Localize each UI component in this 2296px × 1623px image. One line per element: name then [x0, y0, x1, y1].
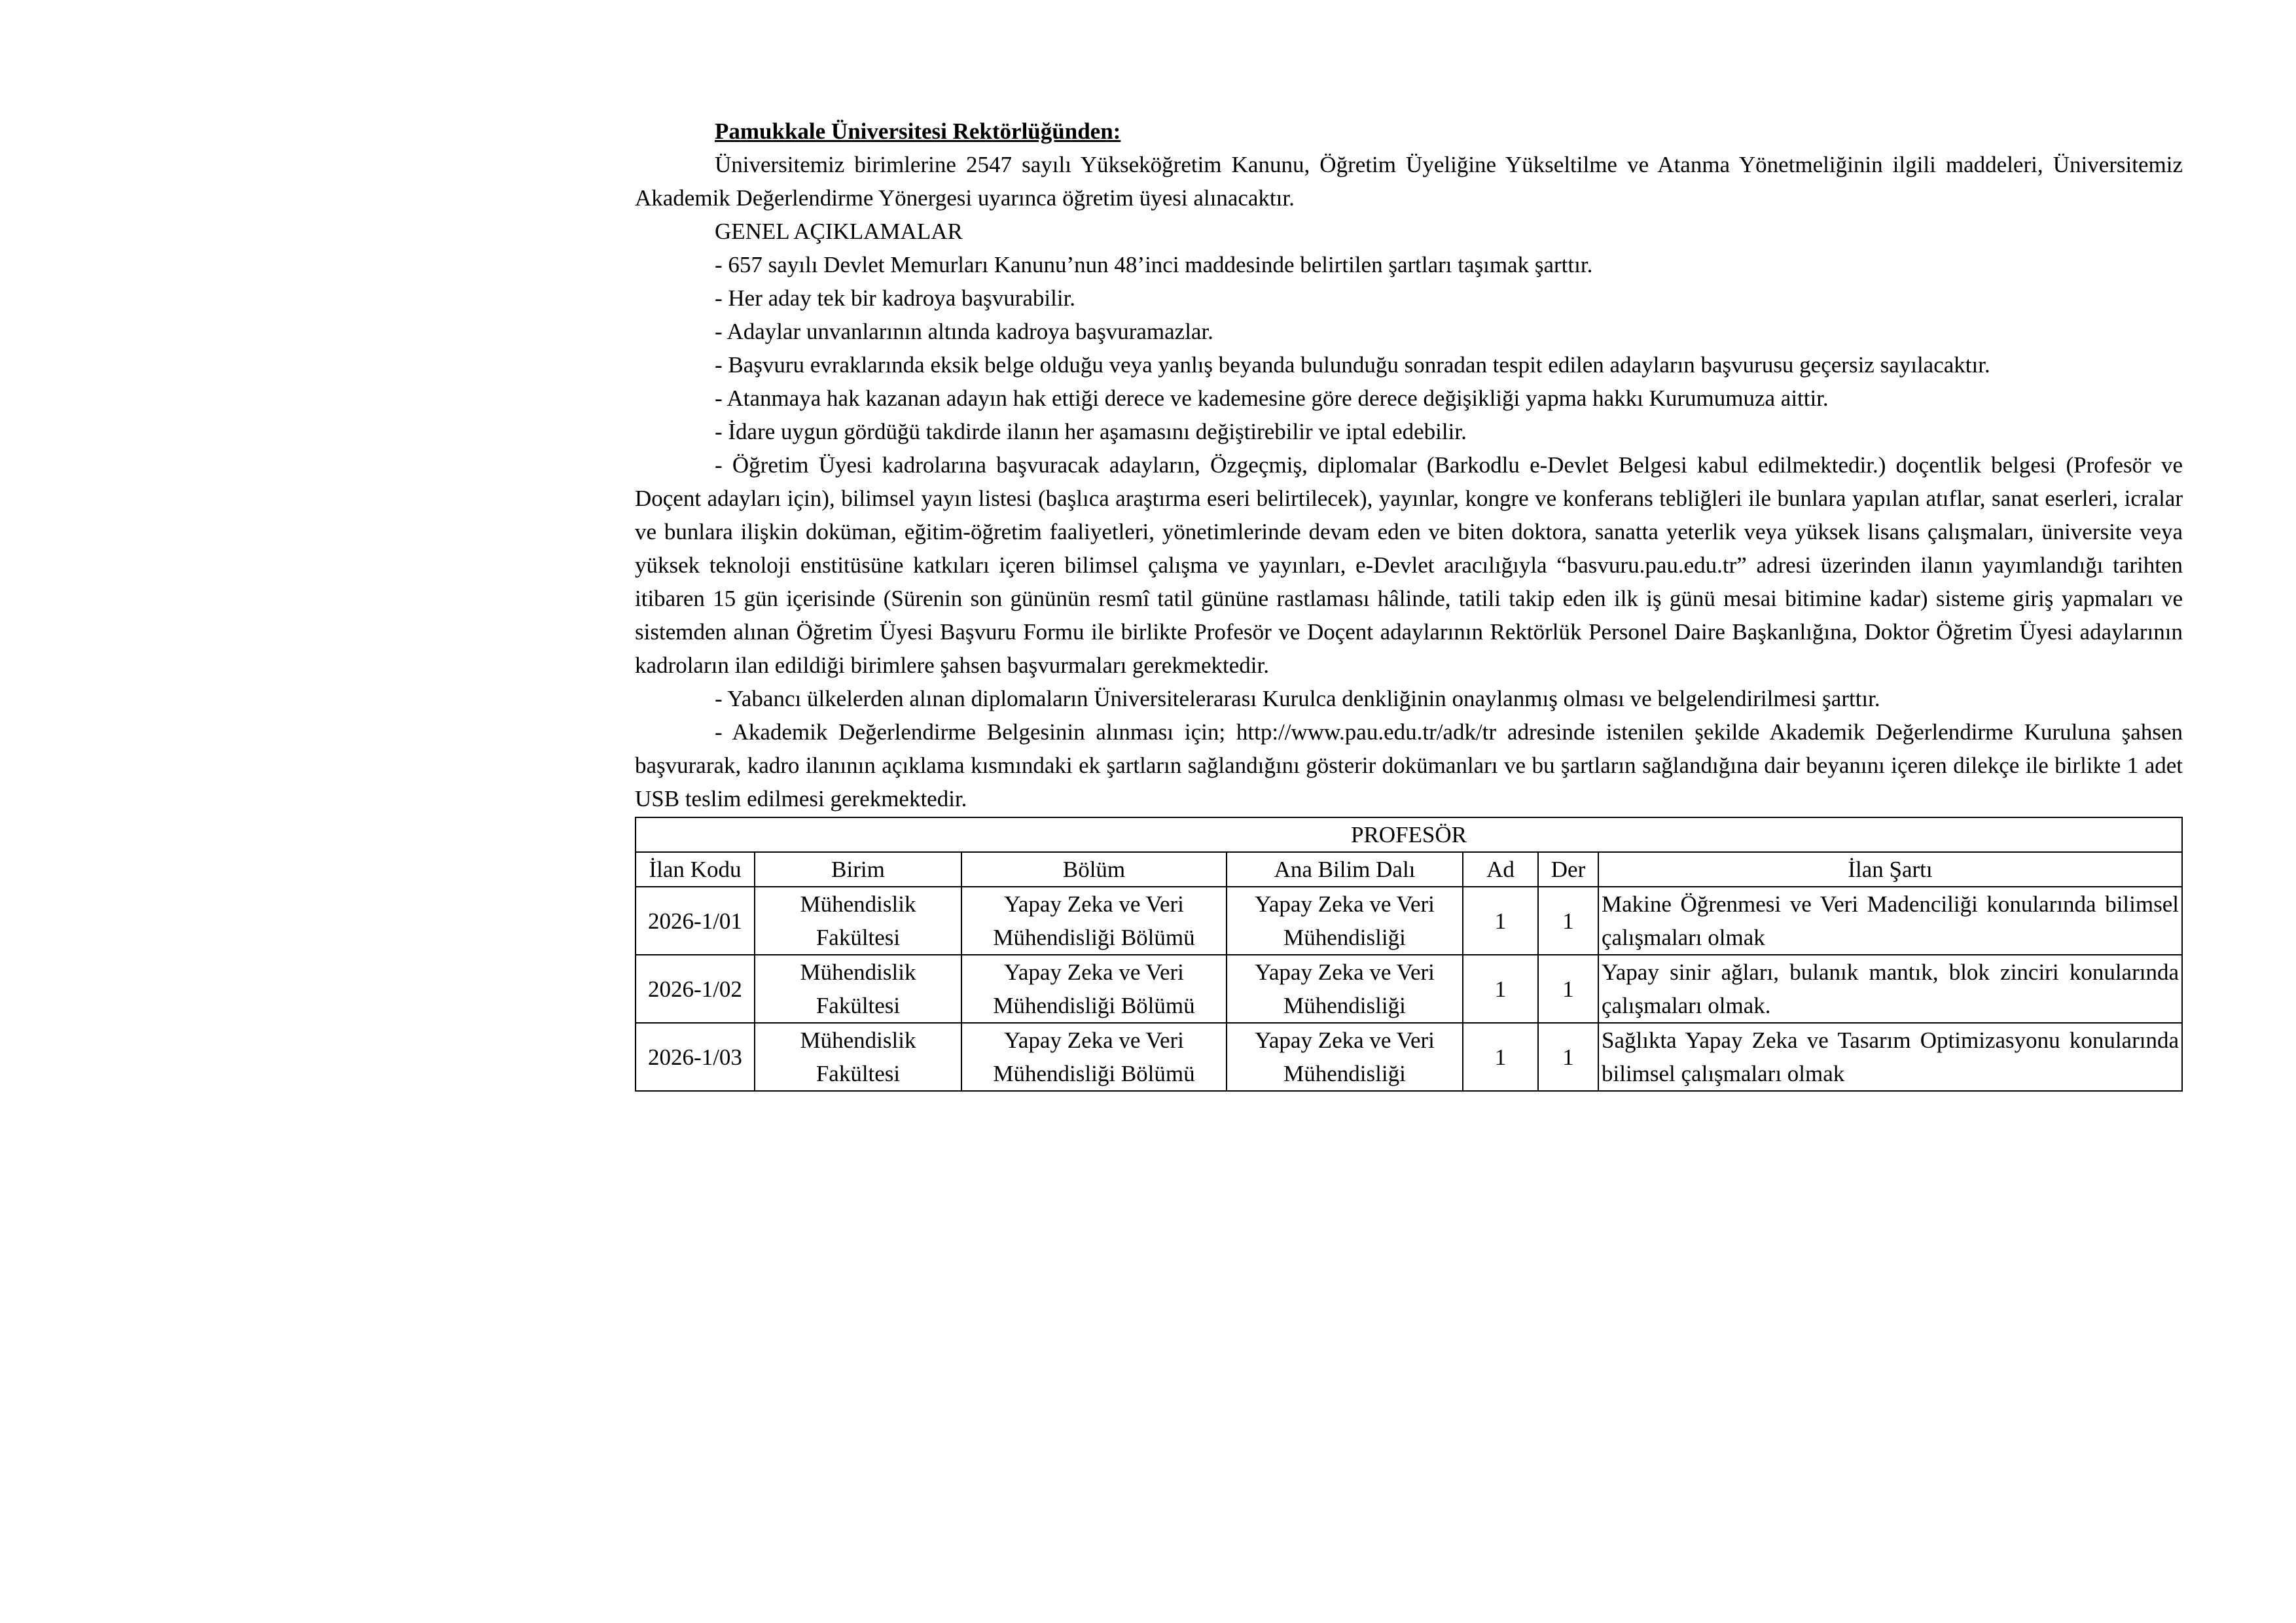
ana-bilim-dali-cell: Yapay Zeka ve Veri Mühendisliği — [1227, 1023, 1463, 1091]
general-explanations-title: GENEL AÇIKLAMALAR — [715, 219, 963, 244]
ilan-kodu-cell: 2026-1/02 — [636, 955, 755, 1023]
vacancy-table — [635, 817, 2183, 1092]
ad-cell: 1 — [1463, 887, 1538, 955]
ana-bilim-dali-cell: Yapay Zeka ve Veri Mühendisliği — [1227, 955, 1463, 1023]
header-cell: Ana Bilim Dalı — [1227, 852, 1463, 887]
header-cell: Birim — [755, 852, 961, 887]
explanation-item: - İdare uygun gördüğü takdirde ilanın her aşamasını değiştirebilir ve iptal edebilir. — [715, 419, 1467, 444]
ad-cell: 1 — [1463, 955, 1538, 1023]
table-header-row — [636, 852, 2182, 887]
birim-cell: Mühendislik Fakültesi — [755, 955, 961, 1023]
table-row — [636, 1023, 2182, 1091]
explanation-item: - Öğretim Üyesi kadrolarına başvuracak adayların, Özgeçmiş, diplomalar (Barkodlu e-Devlet Belgesi kabul edilmektedir.) doçentlik belgesi (Profesör ve Doçent adayları için), bilimsel yayın listesi (başlıca araştırma eseri belirtilecek), yayınlar, kongre ve konferans tebliğleri ile bunlara yapılan atıflar, sanat eserleri, icralar ve bunlara ilişkin doküman, eğitim-öğretim faaliyetleri, yönetimlerinde devam eden ve biten doktora, sanatta yeterlik veya yüksek lisans çalışmaları, üniversite veya yüksek teknoloji enstitüsüne katkıları içeren bilimsel çalışma ve yayınları, e-Devlet aracılığıyla “basvuru.pau.edu.tr” adresi üzerinden ilanın yayımlandığı tarihten itibaren 15 gün içerisinde (Sürenin son gününün resmî tatil gününe rastlaması hâlinde, tatili takip eden ilk iş günü mesai bitimine kadar) sisteme giriş yapmaları ve sistemden alınan Öğretim Üyesi Başvuru Formu ile birlikte Profesör ve Doçent adaylarının Rektörlük Personel Daire Başkanlığına, Doktor Öğretim Üyesi adaylarının kadroların ilan edildiği birimlere şahsen başvurmaları gerekmektedir. — [635, 452, 2183, 678]
der-cell: 1 — [1538, 1023, 1598, 1091]
explanation-item: - Atanmaya hak kazanan adayın hak ettiği derece ve kademesine göre derece değişikliği yapma hakkı Kurumumuza aittir. — [715, 385, 1829, 411]
der-cell: 1 — [1538, 955, 1598, 1023]
birim-cell: Mühendislik Fakültesi — [755, 887, 961, 955]
header-cell: Der — [1538, 852, 1598, 887]
table-row — [636, 887, 2182, 955]
bolum-cell: Yapay Zeka ve Veri Mühendisliği Bölümü — [961, 955, 1227, 1023]
bolum-cell: Yapay Zeka ve Veri Mühendisliği Bölümü — [961, 1023, 1227, 1091]
ilan-kodu-cell: 2026-1/03 — [636, 1023, 755, 1091]
ana-bilim-dali-cell: Yapay Zeka ve Veri Mühendisliği — [1227, 887, 1463, 955]
explanation-item: - 657 sayılı Devlet Memurları Kanunu’nun 48’inci maddesinde belirtilen şartları taşımak şarttır. — [715, 252, 1593, 277]
ilan-sarti-cell: Sağlıkta Yapay Zeka ve Tasarım Optimizasyonu konularında bilimsel çalışmaları olmak — [1598, 1023, 2182, 1091]
explanation-item: - Adaylar unvanlarının altında kadroya başvuramazlar. — [715, 319, 1213, 344]
explanation-item: - Yabancı ülkelerden alınan diplomaların Üniversitelerarası Kurulca denkliğinin onaylanmış olması ve belgelendirilmesi şarttır. — [715, 686, 1880, 711]
ilan-sarti-cell: Makine Öğrenmesi ve Veri Madenciliği konularında bilimsel çalışmaları olmak — [1598, 887, 2182, 955]
explanation-item: - Her aday tek bir kadroya başvurabilir. — [715, 285, 1076, 311]
document-heading: Pamukkale Üniversitesi Rektörlüğünden: — [715, 118, 1121, 144]
ilan-kodu-cell: 2026-1/01 — [636, 887, 755, 955]
explanation-item: - Akademik Değerlendirme Belgesinin alınması için; http://www.pau.edu.tr/adk/tr adresinde istenilen şekilde Akademik Değerlendirme Kuruluna şahsen başvurarak, kadro ilanının açıklama kısmındaki ek şartların sağlandığını gösterir dokümanları ve bu şartların sağlandığına dair beyanını içeren dilekçe ile birlikte 1 adet USB teslim edilmesi gerekmektedir. — [635, 719, 2183, 812]
bolum-cell: Yapay Zeka ve Veri Mühendisliği Bölümü — [961, 887, 1227, 955]
announcement-document — [635, 115, 2183, 1092]
der-cell: 1 — [1538, 887, 1598, 955]
ilan-sarti-cell: Yapay sinir ağları, bulanık mantık, blok zinciri konularında çalışmaları olmak. — [1598, 955, 2182, 1023]
table-row — [636, 955, 2182, 1023]
ad-cell: 1 — [1463, 1023, 1538, 1091]
header-cell: İlan Kodu — [636, 852, 755, 887]
header-cell: Ad — [1463, 852, 1538, 887]
header-cell: Bölüm — [961, 852, 1227, 887]
explanation-item: - Başvuru evraklarında eksik belge olduğu veya yanlış beyanda bulunduğu sonradan tespit edilen adayların başvurusu geçersiz sayılacaktır. — [715, 352, 1990, 378]
header-cell: İlan Şartı — [1598, 852, 2182, 887]
table-caption: PROFESÖR — [636, 817, 2182, 852]
intro-paragraph: Üniversitemiz birimlerine 2547 sayılı Yükseköğretim Kanunu, Öğretim Üyeliğine Yükseltilme ve Atanma Yönetmeliğinin ilgili maddeleri, Üniversitemiz Akademik Değerlendirme Yönergesi uyarınca öğretim üyesi alınacaktır. — [635, 152, 2183, 211]
birim-cell: Mühendislik Fakültesi — [755, 1023, 961, 1091]
